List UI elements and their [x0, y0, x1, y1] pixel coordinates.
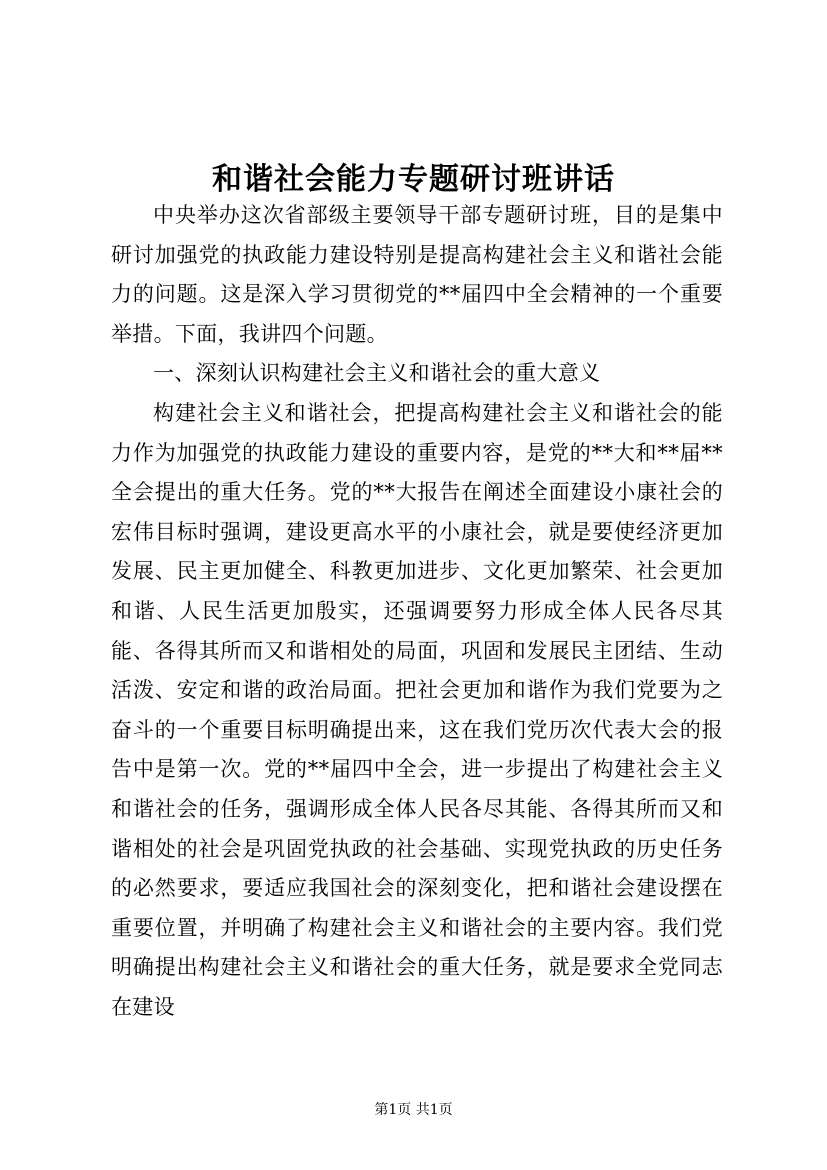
page-footer: 第1页 共1页 — [374, 1102, 453, 1118]
paragraph-section-1: 构建社会主义和谐社会，把提高构建社会主义和谐社会的能力作为加强党的执政能力建设的重要内容，是党的**大和**届**全会提出的重大任务。党的**大报告在阐述全面建设小康社会的宏伟目标时强调，建设更高水平的小康社会，就是要使经济更加发展、民主更加健全、科教更加进步、文化更加繁荣、社会更加和谐、人民生活更加殷实，还强调要努力形成全体人民各尽其能、各得其所而又和谐相处的局面，巩固和发展民主团结、生动活泼、安定和谐的政治局面。把社会更加和谐作为我们党要为之奋斗的一个重要目标明确提出来，这在我们党历次代表大会的报告中是第一次。党的**届四中全会，进一步提出了构建社会主义和谐社会的任务，强调形成全体人民各尽其能、各得其所而又和谐相处的社会是巩固党执政的社会基础、实现党执政的历史任务的必然要求，要适应我国社会的深刻变化，把和谐社会建设摆在重要位置，并明确了构建社会主义和谐社会的主要内容。我们党明确提出构建社会主义和谐社会的重大任务，就是要求全党同志在建设 — [111, 400, 723, 1019]
document-title: 和谐社会能力专题研讨班讲话 — [212, 162, 615, 198]
paragraph-intro: 中央举办这次省部级主要领导干部专题研讨班，目的是集中研讨加强党的执政能力建设特别是提高构建社会主义和谐社会能力的问题。这是深入学习贯彻党的**届四中全会精神的一个重要举措。下面，我讲四个问题。 — [111, 203, 723, 346]
document-body — [111, 196, 723, 1027]
section-heading-1: 一、深刻认识构建社会主义和谐社会的重大意义 — [153, 361, 601, 386]
